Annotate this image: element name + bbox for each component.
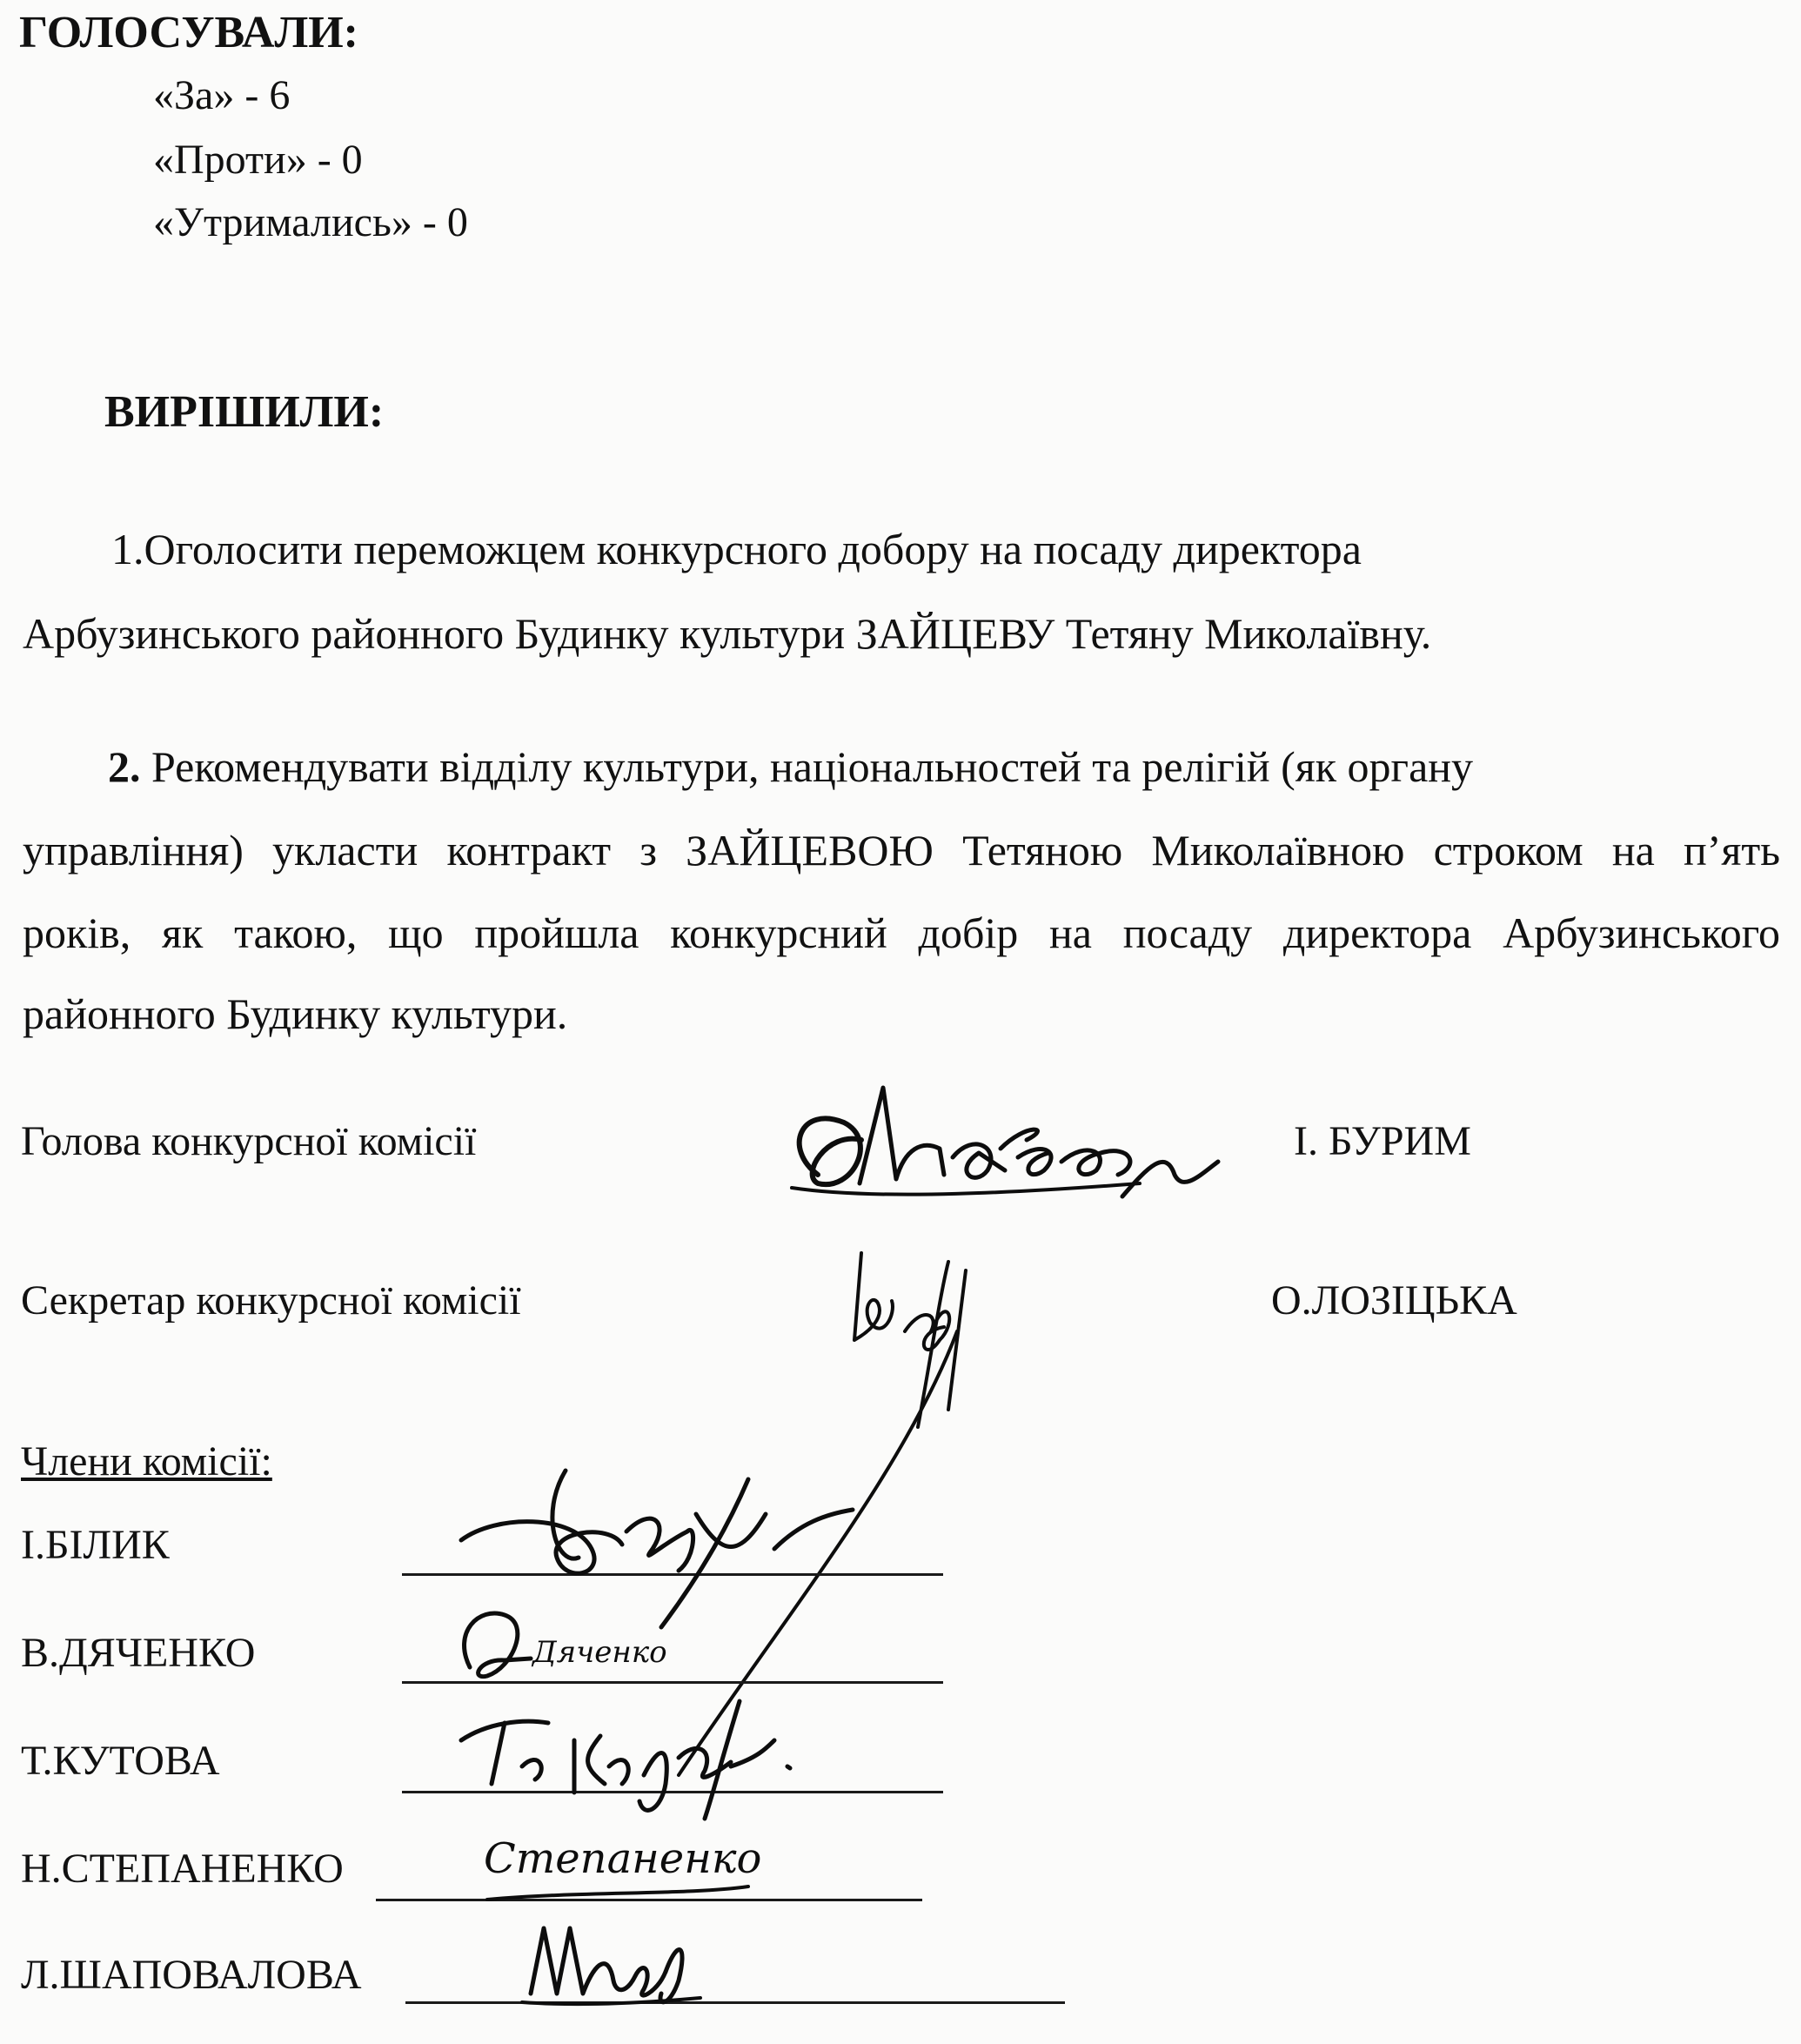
handwritten-stepanenko: Степаненко bbox=[484, 1834, 762, 1883]
decision-item2-number: 2. bbox=[108, 742, 141, 791]
voting-heading: ГОЛОСУВАЛИ: bbox=[19, 8, 358, 57]
members-heading: Члени комісії: bbox=[21, 1438, 272, 1484]
member-signature-dyachenko bbox=[452, 1598, 731, 1702]
decision-item2-line1 bbox=[108, 742, 1474, 791]
member-name-kutova: Т.КУТОВА bbox=[21, 1738, 220, 1784]
chair-signature bbox=[766, 1079, 1253, 1227]
decision-item1-line2: Арбузинського районного Будинку культури ЗАЙЦЕВУ Тетяну Миколаївну. bbox=[23, 609, 1432, 658]
member-signature-line-shapovalova bbox=[405, 2001, 1065, 2004]
decision-heading: ВИРІШИЛИ: bbox=[104, 387, 385, 437]
member-name-dyachenko: В.ДЯЧЕНКО bbox=[21, 1630, 256, 1676]
votes-against: «Проти» - 0 bbox=[153, 137, 363, 183]
member-signature-shapovalova bbox=[513, 1911, 713, 2015]
decision-item1-line1: 1.Оголосити переможцем конкурсного добору на посаду директора bbox=[111, 525, 1362, 573]
decision-item2-line2: управління) укласти контракт з ЗАЙЦЕВОЮ Тетяною Миколаївною строком на п’ять bbox=[23, 826, 1780, 875]
decision-item2-line4: районного Будинку культури. bbox=[23, 989, 568, 1038]
votes-abstained: «Утримались» - 0 bbox=[153, 199, 468, 245]
member-name-stepanenko: Н.СТЕПАНЕНКО bbox=[21, 1846, 344, 1892]
member-name-shapovalova: Л.ШАПОВАЛОВА bbox=[21, 1952, 362, 1998]
secretary-title: Секретар конкурсної комісії bbox=[21, 1277, 521, 1324]
member-name-bilyk: І.БІЛИК bbox=[21, 1522, 170, 1568]
decision-item2-text: Рекомендувати відділу культури, національностей та релігій (як органу bbox=[151, 742, 1474, 791]
secretary-name: О.ЛОЗІЦЬКА bbox=[1271, 1277, 1517, 1324]
member-signature-kutova bbox=[452, 1688, 800, 1827]
votes-for: «За» - 6 bbox=[153, 72, 291, 118]
chair-name: І. БУРИМ bbox=[1294, 1118, 1471, 1164]
chair-title: Голова конкурсної комісії bbox=[21, 1118, 477, 1164]
decision-item2-line3: років, як такою, що пройшла конкурсний добір на посаду директора Арбузинського bbox=[23, 908, 1780, 957]
handwritten-dyachenko: Дяченко bbox=[532, 1635, 667, 1670]
